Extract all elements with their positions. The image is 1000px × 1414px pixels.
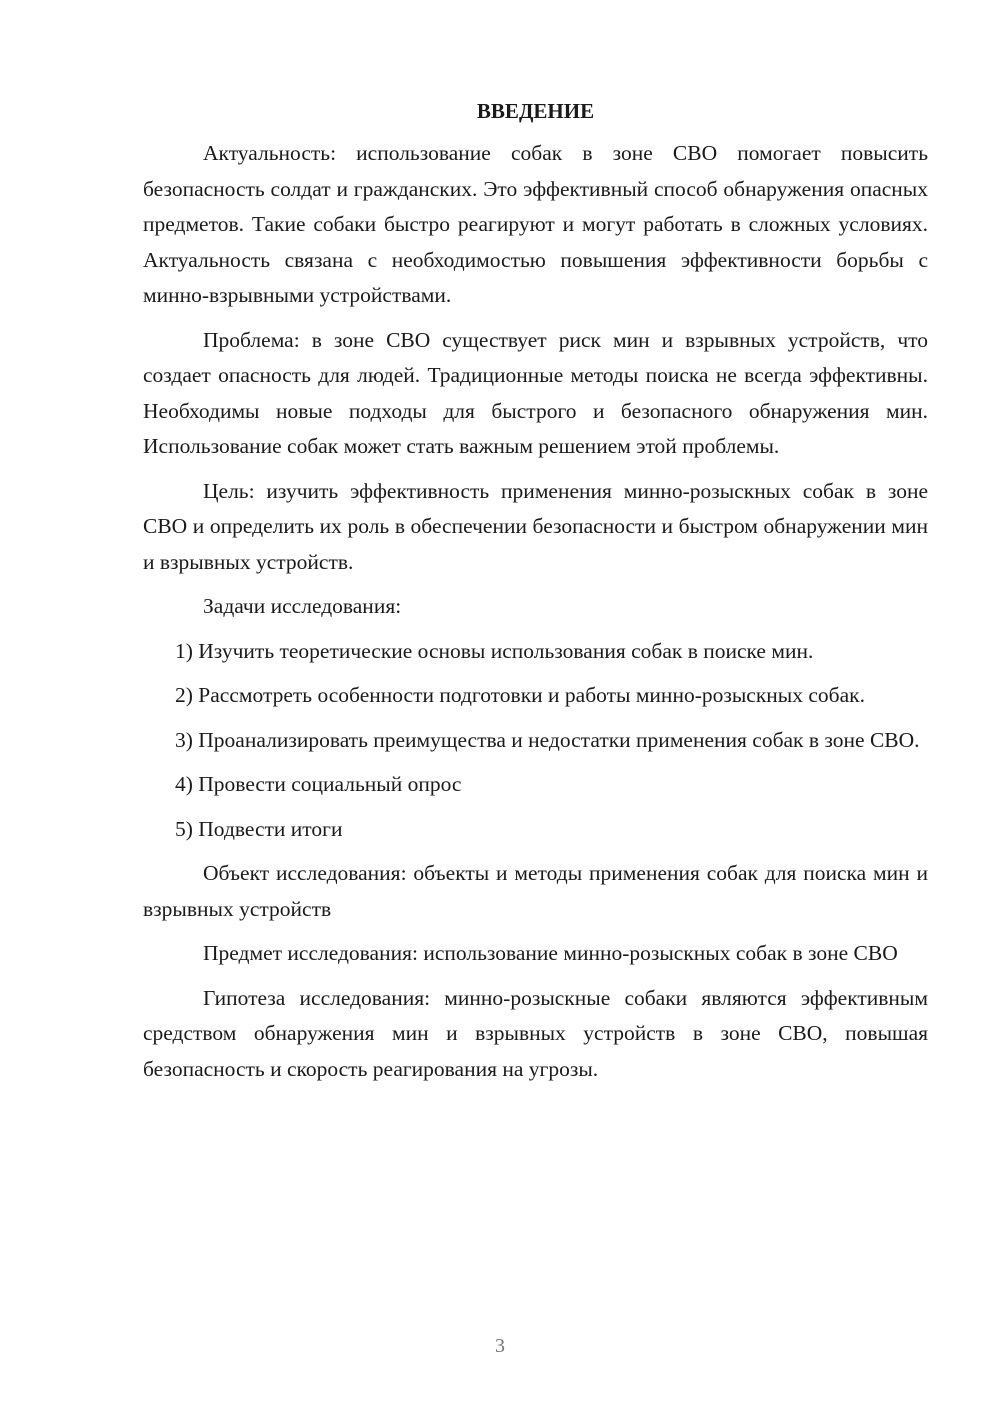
task-item-2: 2) Рассмотреть особенности подготовки и работы минно-розыскных собак. bbox=[175, 683, 865, 707]
task-item-1: 1) Изучить теоретические основы использования собак в поиске мин. bbox=[175, 638, 814, 663]
task-item-3: 3) Проанализировать преимущества и недостатки применения собак в зоне СВО. bbox=[175, 727, 920, 752]
paragraph-relevance: Актуальность: использование собак в зоне СВО помогает повысить безопасность солдат и гражданских. Это эффективный способ обнаружения опасных предметов. Такие собаки быстро реагируют и могут работать в сложных условиях. Актуальность связана с необходимостью повышения эффективности борьбы с минно-взрывными устройствами. bbox=[143, 141, 928, 307]
paragraph-object: Объект исследования: объекты и методы применения собак для поиска мин и взрывных устройств bbox=[143, 861, 928, 921]
paragraph-subject: Предмет исследования: использование минно-розыскных собак в зоне СВО bbox=[203, 941, 898, 965]
paragraph-hypothesis: Гипотеза исследования: минно-розыскные собаки являются эффективным средством обнаружения мин и взрывных устройств в зоне СВО, повышая безопасность и скорость реагирования на угрозы. bbox=[143, 985, 928, 1081]
paragraph-problem: Проблема: в зоне СВО существует риск мин и взрывных устройств, что создает опасность для людей. Традиционные методы поиска не всегда эффективны. Необходимы новые подходы для быстрого и безопасного обнаружения мин. Использование собак может стать важным решением этой проблемы. bbox=[143, 327, 928, 458]
page-number: 3 bbox=[495, 1335, 505, 1357]
tasks-heading: Задачи исследования: bbox=[203, 594, 402, 618]
section-title: ВВЕДЕНИЕ bbox=[476, 99, 595, 123]
page-content bbox=[143, 96, 928, 1096]
paragraph-goal: Цель: изучить эффективность применения минно-розыскных собак в зоне СВО и определить их роль в обеспечении безопасности и быстром обнаружении мин и взрывных устройств. bbox=[143, 478, 928, 574]
task-item-5: 5) Подвести итоги bbox=[175, 816, 343, 841]
task-item-4: 4) Провести социальный опрос bbox=[175, 772, 462, 796]
